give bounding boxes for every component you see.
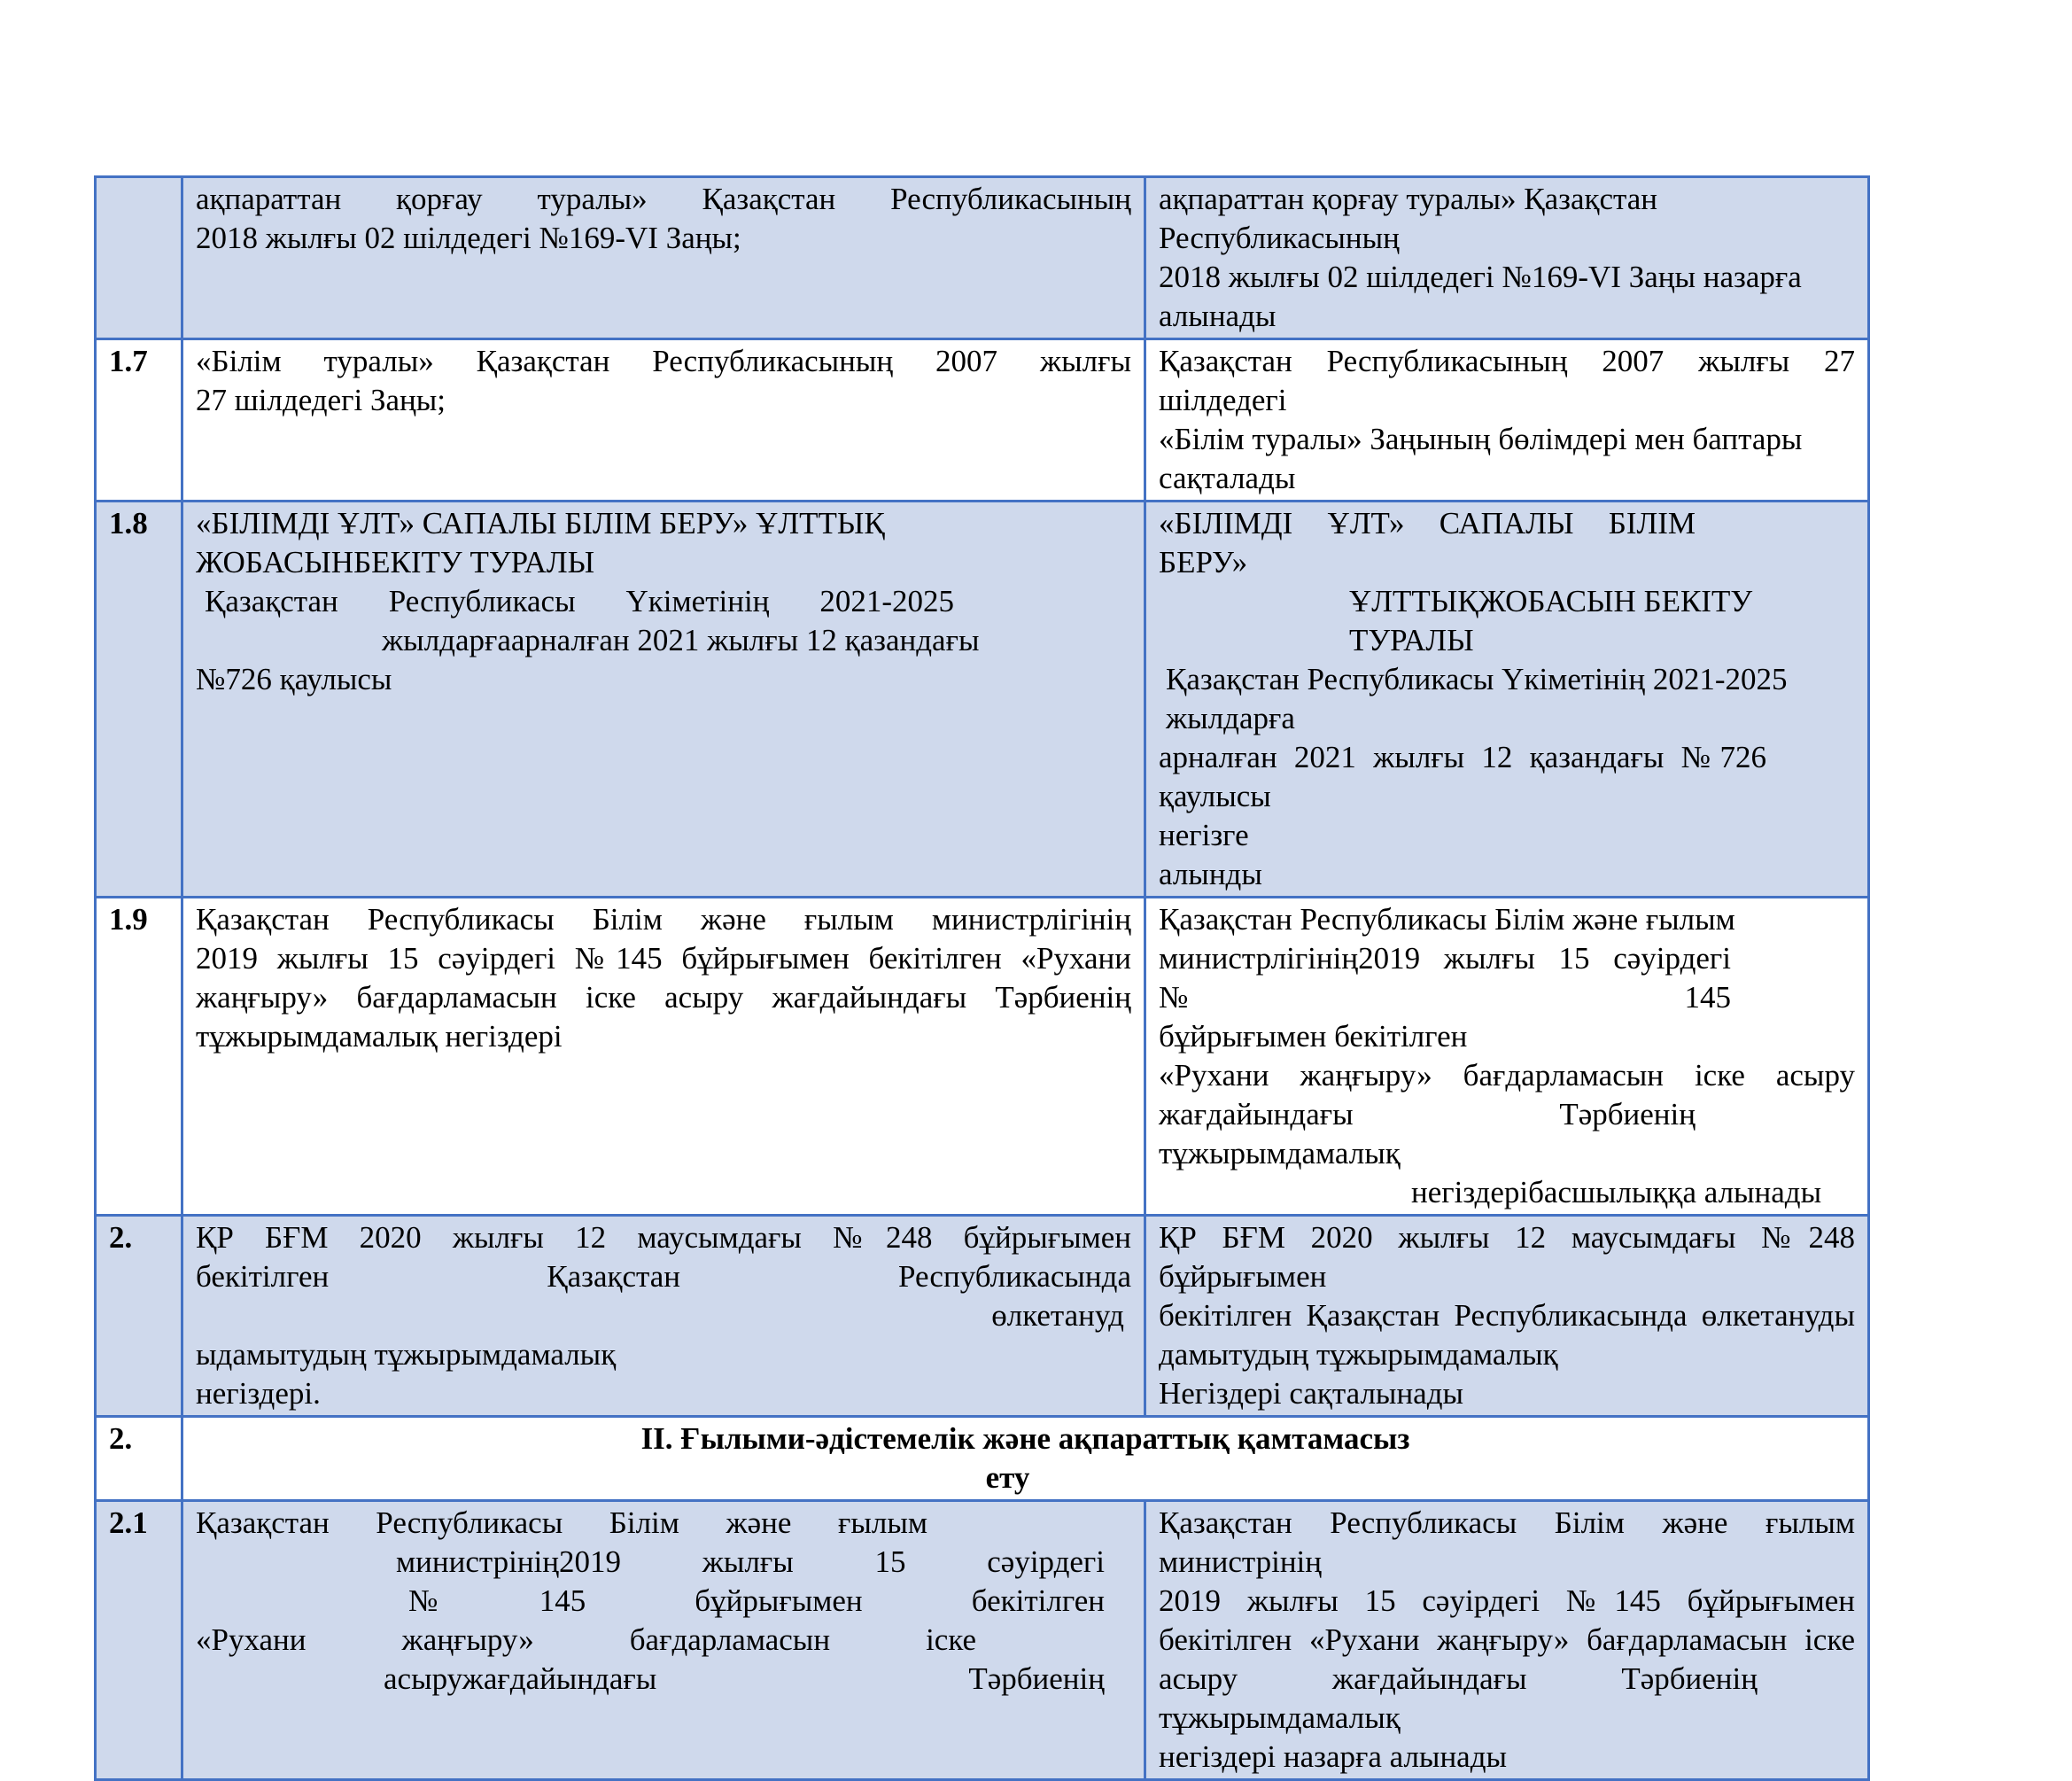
cell-line-text: министрінің2019 жылғы 15 сәуірдегі (396, 1544, 1105, 1579)
table-row (96, 339, 1869, 502)
document-cell (182, 1216, 1145, 1417)
table-row (96, 898, 1869, 1216)
cell-line (196, 582, 1131, 621)
cell-line (1159, 939, 1855, 1017)
cell-line: жаңғыру» бағдарламасын іске асыру жағдайындағы Тәрбиенің (196, 980, 1131, 1015)
cell-line: «Рухани жаңғыру» бағдарламасын іске асыру (1159, 1058, 1855, 1093)
cell-line: ҚР БҒМ 2020 жылғы 12 маусымдағы №248 бұйрығымен (196, 1220, 1131, 1255)
cell-line: «БІЛІМДІ ҰЛТ» САПАЛЫ БІЛІМ БЕРУ» ҰЛТТЫҚ (196, 506, 885, 541)
cell-line: Қазақстан Республикасы Білім және ғылым (1159, 902, 1735, 937)
row-number: 1.7 (96, 339, 182, 502)
table-row (96, 177, 1869, 339)
document-cell (182, 898, 1145, 1216)
status-cell (1145, 898, 1869, 1216)
status-cell (1145, 177, 1869, 339)
cell-line-text: «БІЛІМДІ ҰЛТ» САПАЛЫ БІЛІМ БЕРУ» (1159, 506, 1696, 579)
cell-line: Қазақстан Республикасы Үкіметінің 2021-2025 жылдарға (1166, 662, 1788, 735)
cell-line: жылдарғаарналған 2021 жылғы 12 қазандағы (382, 623, 980, 657)
cell-line: ҰЛТТЫҚЖОБАСЫН БЕКІТУ ТУРАЛЫ (1349, 584, 1753, 657)
cell-line-text: министрлігінің2019 жылғы 15 сәуірдегі №145 (1159, 941, 1731, 1015)
cell-line: өлкетануд (991, 1298, 1124, 1333)
section-title-line: ІІ. Ғылыми-әдістемелік және ақпараттық қамтамасыз (640, 1421, 1410, 1456)
cell-line (196, 1582, 1131, 1621)
cell-line: «Білім туралы» Заңының бөлімдері мен баптары сақталады (1159, 422, 1803, 495)
cell-line: 27 шілдедегі Заңы; (196, 383, 446, 417)
cell-line: 2018 жылғы 02 шілдедегі №169-VI Заңы; (196, 221, 741, 255)
cell-line (196, 1621, 1131, 1660)
table-row (96, 502, 1869, 898)
cell-line-text: асыру жағдайындағы Тәрбиенің тұжырымдамалық (1159, 1661, 1758, 1735)
cell-line-text: «Рухани жаңғыру» бағдарламасын іске (196, 1622, 976, 1657)
cell-line: ҚР БҒМ 2020 жылғы 12 маусымдағы №248 бұйрығымен (1159, 1220, 1855, 1294)
document-cell (182, 177, 1145, 339)
cell-line-text: арналған 2021 жылғы 12 қазандағы №726 қаулысы (1159, 740, 1766, 813)
cell-line: 2019 жылғы 15 сәуірдегі №145 бұйрығымен (1159, 1583, 1855, 1618)
cell-line-text: жағдайындағы Тәрбиенің тұжырымдамалық (1159, 1097, 1696, 1170)
cell-line-text: асыружағдайындағы Тәрбиенің (384, 1661, 1105, 1696)
cell-line: тұжырымдамалық негіздері (196, 1019, 563, 1054)
section-title (182, 1417, 1869, 1501)
cell-line: негіздерібасшылыққа алынады (1411, 1175, 1822, 1209)
cell-line-text: Қазақстан Республикасы Білім және ғылым (196, 1505, 927, 1540)
cell-line: Қазақстан Республикасы Білім және ғылым министрінің (1159, 1505, 1855, 1579)
cell-line: Негіздері сақталынады (1159, 1376, 1464, 1411)
cell-line: «Білім туралы» Қазақстан Республикасының 2007 жылғы (196, 344, 1131, 378)
document-cell (182, 1501, 1145, 1780)
cell-line: алынды (1159, 857, 1262, 891)
row-number (96, 177, 182, 339)
cell-line: негізге (1159, 818, 1249, 852)
document-cell (182, 339, 1145, 502)
row-number: 1.8 (96, 502, 182, 898)
row-number: 2. (96, 1216, 182, 1417)
cell-line (1159, 1660, 1855, 1738)
row-number: 2.1 (96, 1501, 182, 1780)
cell-line-text: Қазақстан Республикасы Үкіметінің 2021-2025 (205, 584, 954, 618)
cell-line: Қазақстан Республикасының 2007 жылғы 27 шілдедегі (1159, 344, 1855, 417)
cell-line (196, 1543, 1131, 1582)
cell-line: ыдамытудың тұжырымдамалық (196, 1337, 617, 1372)
table-row (96, 1501, 1869, 1780)
section-row (96, 1417, 1869, 1501)
cell-line (1159, 738, 1855, 816)
cell-line: Қазақстан Республикасы Білім және ғылым министрлігінің (196, 902, 1131, 937)
document-table (94, 175, 1870, 1781)
cell-line (1159, 1095, 1855, 1173)
cell-line: бекітілген «Рухани жаңғыру» бағдарламасын іске (1159, 1622, 1855, 1657)
cell-line-text: №145 бұйрығымен бекітілген (408, 1583, 1105, 1618)
status-cell (1145, 1216, 1869, 1417)
section-title-line: ету (985, 1460, 1030, 1495)
cell-line: ЖОБАСЫНБЕКІТУ ТУРАЛЫ (196, 545, 595, 579)
row-number: 2. (96, 1417, 182, 1501)
cell-line: №726 қаулысы (196, 662, 392, 696)
cell-line: дамытудың тұжырымдамалық (1159, 1337, 1558, 1372)
cell-line: ақпараттан қорғау туралы» Қазақстан (1159, 182, 1658, 216)
cell-line (1159, 504, 1855, 582)
cell-line: бекітілген Қазақстан Республикасында (196, 1259, 1131, 1294)
status-cell (1145, 1501, 1869, 1780)
cell-line: 2019 жылғы 15 сәуірдегі №145 бұйрығымен бекітілген «Рухани (196, 941, 1131, 976)
cell-line (196, 1660, 1131, 1699)
cell-line: 2018 жылғы 02 шілдедегі №169-VI Заңы назарға алынады (1159, 260, 1802, 333)
cell-line: негіздері назарға алынады (1159, 1739, 1508, 1774)
cell-line (196, 1504, 1131, 1543)
table-row (96, 1216, 1869, 1417)
document-cell (182, 502, 1145, 898)
cell-line: негіздері. (196, 1376, 321, 1411)
row-number: 1.9 (96, 898, 182, 1216)
cell-line: бекітілген Қазақстан Республикасында өлкетануды (1159, 1298, 1855, 1333)
cell-line: бұйрығымен бекітілген (1159, 1019, 1468, 1054)
status-cell (1145, 502, 1869, 898)
cell-line: ақпараттан қорғау туралы» Қазақстан Республикасының (196, 182, 1131, 216)
status-cell (1145, 339, 1869, 502)
cell-line: Республикасының (1159, 221, 1400, 255)
